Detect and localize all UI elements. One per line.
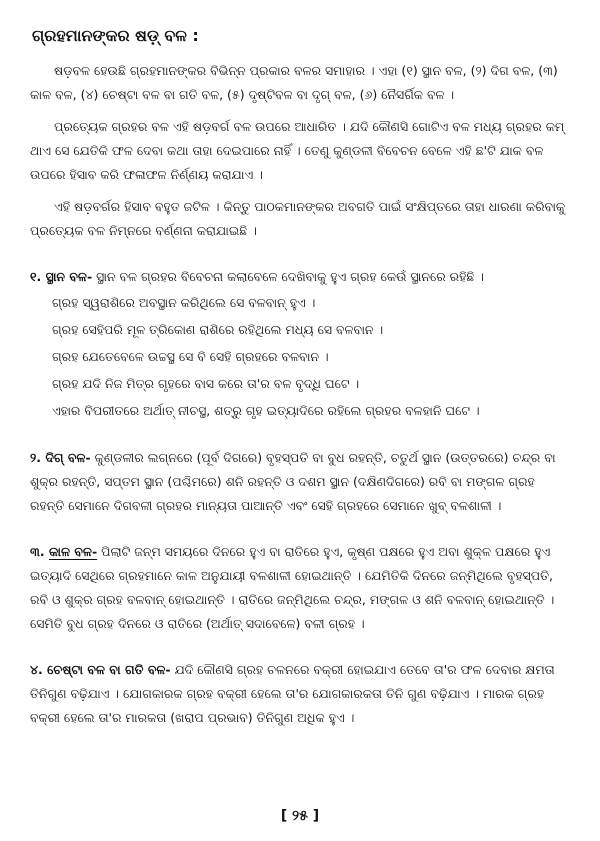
- section-1-line: ଏହାର ବିପରୀତରେ ଅର୍ଥାତ୍ ନୀଚସ୍ଥ, ଶତ୍ରୁ ଗୃହ ଇତ୍ୟାଦିରେ ରହିଲେ ଗ୍ରହର ବଳହାନି ଘଟେ ।: [52, 402, 480, 418]
- section-4-lead: ୪. ଚେଷ୍ଟା ବଳ ବା ଗତି ବଳ-: [30, 661, 171, 677]
- section-3-number: ୩.: [30, 543, 49, 559]
- intro-paragraph-3: ଏହି ଷଡ଼ବର୍ଗର ହିସାବ ବହୁତ ଜଟିଳ । କିନ୍ତୁ ପାଠକମାନଙ୍କର ଅବଗତି ପାଇଁ ସଂକ୍ଷିପ୍ତରେ ତାହା ଧାରଣା କରିବାକୁ ପ୍ରତ୍ୟେକ ବଳ ନିମ୍ନରେ ବର୍ଣ୍ଣନା କରାଯାଇଛି ।: [30, 198, 566, 238]
- section-1-line: ଗ୍ରହ ସେହିପରି ମୂଳ ତ୍ରିକୋଣ ରାଶିରେ ରହିଥିଲେ ମଧ୍ୟ ସେ ବଳବାନ ।: [52, 321, 384, 337]
- section-2-text: କୁଣ୍ଡଳୀର ଲଗ୍ନରେ (ପୂର୍ବ ଦିଗରେ) ବୃହସ୍ପତି ବା ବୁଧ ରହନ୍ତି, ଚତୁର୍ଥ ସ୍ଥାନ (ଉତ୍ତରରେ) ଚନ୍ଦ୍ର ବା ଶୁକ୍ର ରହନ୍ତି, ସପ୍ତମ ସ୍ଥାନ (ପଶ୍ଚିମରେ) ଶନି ରହନ୍ତି ଓ ଦଶମ ସ୍ଥାନ (ଦକ୍ଷିଣଦିଗରେ) ରବି ବା ମଙ୍ଗଳ ଗ୍ରହ ରହନ୍ତି ସେମାନେ ଦିଗବଳୀ ଗ୍ରହର ମାନ୍ୟତା ପାଆନ୍ତି ଏବଂ ସେହି ଗ୍ରହରେ ସେମାନେ ଖୁବ୍ ବଳଶାଳୀ ।: [30, 449, 556, 513]
- section-3-text: ପିଲାଟି ଜନ୍ମ ସମୟରେ ଦିନରେ ହୁଏ ବା ରାତିରେ ହୁଏ, କୃଷ୍ଣ ପକ୍ଷରେ ହୁଏ ଅବା ଶୁକ୍ଳ ପକ୍ଷରେ ହୁଏ ଇତ୍ୟାଦି ସେଥିରେ ଗ୍ରହମାନେ କାଳ ଅନୁଯାୟୀ ବଳଶାଳୀ ହୋଇଥାନ୍ତି । ଯେମିତିକି ଦିନରେ ଜନ୍ମିଥିଲେ ବୃହସ୍ପତି, ରବି ଓ ଶୁକ୍ର ଗ୍ରହ ବଳବାନ୍ ହୋଇଥାନ୍ତି । ରାତିରେ ଜନ୍ମିଥିଲେ ଚନ୍ଦ୍ର, ମଙ୍ଗଳ ଓ ଶନି ବଳବାନ୍ ହୋଇଥାନ୍ତି । ସେମିତି ବୁଧ ଗ୍ରହ ଦିନରେ ଓ ରାତିରେ (ଅର୍ଥାତ୍ ସଦାବେଳେ) ବଳୀ ଗ୍ରହ ।: [30, 543, 555, 631]
- section-1-lead: ୧. ସ୍ଥାନ ବଳ-: [30, 268, 93, 284]
- intro-paragraph-2: ପ୍ରତ୍ୟେକ ଗ୍ରହର ବଳ ଏହି ଷଡ଼ବର୍ଗ ବଳ ଉପରେ ଆଧାରିତ । ଯଦି କୌଣସି ଗୋଟିଏ ବଳ ମଧ୍ୟ ଗ୍ରହର କମ୍ ଥାଏ ସେ ଯେତିକି ଫଳ ଦେବା କଥା ତାହା ଦେଇପାରେ ନାହିଁ । ତେଣୁ କୁଣ୍ଡଳୀ ବିବେଚନ ବେଳେ ଏହି ଛ'ଟି ଯାକ ବଳ ଉପରେ ହିସାବ କରି ଫଳାଫଳ ନିର୍ଣ୍ଣୟ କରାଯାଏ ।: [30, 118, 565, 182]
- section-3-lead: କାଳ ବଳ-: [48, 543, 98, 559]
- section-1-text: ସ୍ଥାନ ବଳ ଗ୍ରହର ବିବେଚନା କଲାବେଳେ ଦେଖିବାକୁ ହୁଏ ଗ୍ରହ କେଉଁ ସ୍ଥାନରେ ରହିଛି ।: [92, 268, 484, 284]
- section-1-line: ଗ୍ରହ ସ୍ୱରାଶିରେ ଅବସ୍ଥାନ କରିଥିଲେ ସେ ବଳବାନ୍ ହୁଏ ।: [52, 294, 316, 310]
- section-2-paragraph: [30, 446, 570, 518]
- intro-paragraph-1: ଷଡ଼ବଳ ହେଉଛି ଗ୍ରହମାନଙ୍କର ବିଭିନ୍ନ ପ୍ରକାର ବଳର ସମାହାର । ଏହା (୧) ସ୍ଥାନ ବଳ, (୨) ଦିଗ ବଳ, (୩) କାଳ ବଳ, (୪) ଚେଷ୍ଟା ବଳ ବା ଗତି ବଳ, (୫) ଦୃଷ୍ଟିବଳ ବା ଦୃଗ୍ ବଳ, (୬) ନୈସର୍ଗିକ ବଳ ।: [30, 62, 558, 102]
- section-3-paragraph: [30, 540, 570, 636]
- section-1-line: ଗ୍ରହ ଯେତେବେଳେ ଉଚ୍ଚସ୍ଥ ସେ ବି ସେହି ଗ୍ରହରେ ବଳବାନ ।: [52, 348, 329, 364]
- section-4-text: ଯଦି କୌଣସି ଗ୍ରହ ଚଳନରେ ବକ୍ରୀ ହୋଇଯାଏ ତେବେ ତା'ର ଫଳ ଦେବାର କ୍ଷମତା ତିନିଗୁଣ ବଢ଼ିଯାଏ । ଯୋଗକାରକ ଗ୍ରହ ବକ୍ରୀ ହେଲେ ତା'ର ଯୋଗକାରକତା ତିନି ଗୁଣ ବଢ଼ିଯାଏ । ମାରକ ଗ୍ରହ ବକ୍ରୀ ହେଲେ ତା'ର ମାରକତା (ଖରାପ ପ୍ରଭାବ) ତିନିଗୁଣ ଅଧିକ ହୁଏ ।: [30, 661, 555, 725]
- section-4-paragraph: [30, 658, 570, 730]
- page-number: [ ୨୫ ]: [280, 808, 320, 824]
- page-title: ଗ୍ରହମାନଙ୍କର ଷଡ଼୍ ବଳ :: [32, 26, 199, 45]
- section-1-heading: [30, 265, 570, 289]
- section-2-lead: ୨. ଦିଗ୍ ବଳ-: [30, 449, 91, 465]
- section-1-line: ଗ୍ରହ ଯଦି ନିଜ ମିତ୍ର ଗୃହରେ ବାସ କରେ ତା'ର ବଳ ବୃଦ୍ଧି ଘଟେ ।: [52, 375, 360, 391]
